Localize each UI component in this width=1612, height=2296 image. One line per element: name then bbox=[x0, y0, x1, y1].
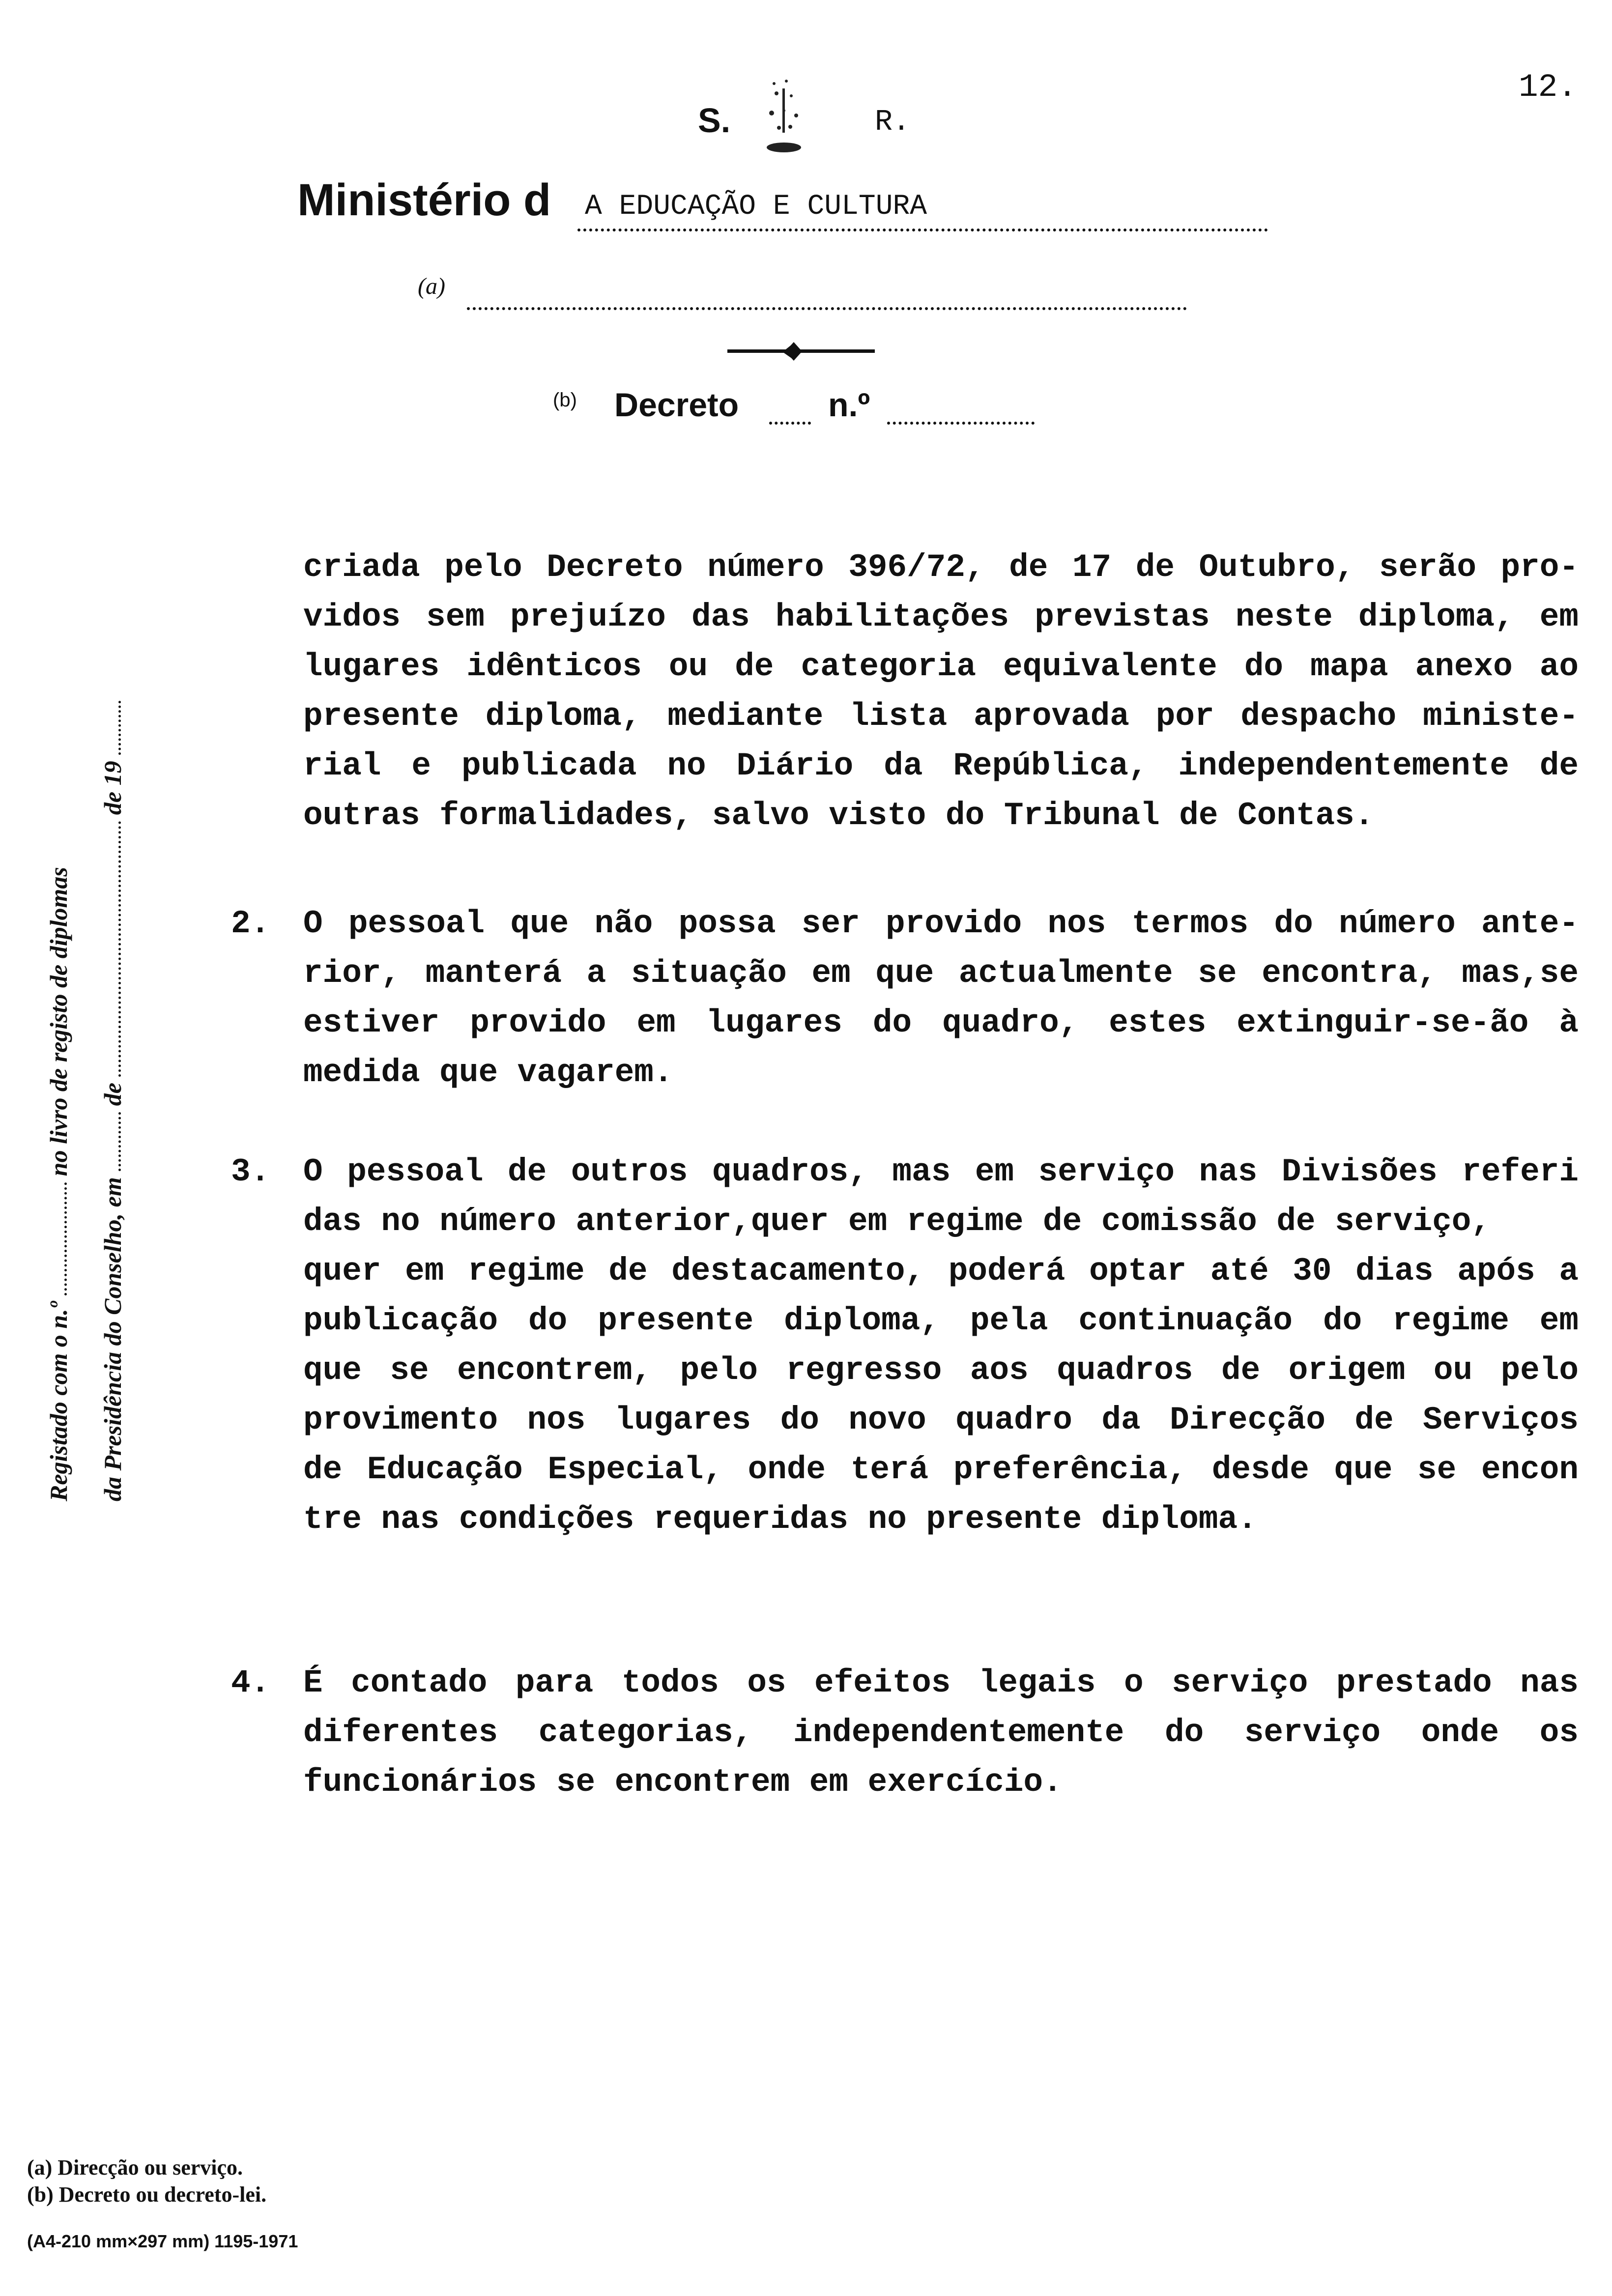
text-line: estiver provido em lugares do quadro, estes extinguir-se-ão à bbox=[303, 1004, 1579, 1041]
ministry-prefix: Ministério d bbox=[297, 175, 551, 225]
text-line: das no número anterior,quer em regime de comissão de serviço, bbox=[303, 1203, 1491, 1240]
registration-line-2 bbox=[98, 585, 127, 1501]
text-line: diferentes categorias, independentemente do serviço onde os bbox=[303, 1714, 1579, 1751]
registration-line-1 bbox=[44, 585, 73, 1501]
text-line: presente diploma, mediante lista aprovada por despacho ministe- bbox=[303, 698, 1579, 735]
coat-of-arms-seal-icon bbox=[747, 74, 821, 157]
footnote-a: (a) Direcção ou serviço. bbox=[27, 2155, 243, 2180]
text-line: provimento nos lugares do novo quadro da Direcção de Serviços bbox=[303, 1402, 1579, 1438]
item-number: 4. bbox=[231, 1665, 270, 1701]
registration-year-label: de 19 bbox=[99, 761, 126, 815]
text-line: tre nas condições requeridas no presente diploma. bbox=[303, 1501, 1257, 1538]
text-line: vidos sem prejuízo das habilitações previstas neste diploma, em bbox=[303, 599, 1579, 635]
text-line: que se encontrem, pelo regresso aos quadros de origem ou pelo bbox=[303, 1352, 1579, 1389]
text-line: O pessoal de outros quadros, mas em serviço nas Divisões referi bbox=[303, 1153, 1579, 1190]
decreto-label: Decreto bbox=[614, 386, 739, 424]
text-line: criada pelo Decreto número 396/72, de 17 de Outubro, serão pro- bbox=[303, 549, 1579, 586]
ornament-divider-icon bbox=[727, 339, 875, 364]
field-a-dotted-line bbox=[467, 307, 1187, 310]
ministry-dotted-line bbox=[577, 229, 1268, 231]
text-line: O pessoal que não possa ser provido nos termos do número ante- bbox=[303, 905, 1579, 942]
registration-presidency-label: da Presidência do Conselho, em bbox=[99, 1177, 126, 1501]
text-line: rial e publicada no Diário da República, independentemente de bbox=[303, 747, 1579, 784]
field-b-label: (b) bbox=[553, 389, 577, 411]
print-info: (A4-210 mm×297 mm) 1195-1971 bbox=[27, 2231, 298, 2251]
decreto-number-dotted-line bbox=[887, 422, 1035, 425]
text-line: outras formalidades, salvo visto do Tribunal de Contas. bbox=[303, 797, 1374, 834]
text-line: lugares idênticos ou de categoria equivalente do mapa anexo ao bbox=[303, 648, 1579, 685]
seal-left-letter: S. bbox=[698, 101, 731, 140]
registration-year-field[interactable] bbox=[114, 701, 121, 755]
decreto-type-dotted-line bbox=[769, 422, 811, 425]
item-number: 3. bbox=[231, 1153, 270, 1190]
registration-book-label: no livro de registo de diplomas bbox=[45, 867, 72, 1177]
page-number: 12. bbox=[1519, 69, 1577, 106]
registration-month-field[interactable] bbox=[114, 821, 121, 1077]
field-a-label: (a) bbox=[418, 273, 445, 299]
footnote-b: (b) Decreto ou decreto-lei. bbox=[27, 2182, 267, 2207]
numero-label: n.º bbox=[828, 386, 870, 424]
text-line: medida que vagarem. bbox=[303, 1054, 673, 1091]
text-line: de Educação Especial, onde terá preferência, desde que se encon bbox=[303, 1451, 1579, 1488]
text-line: rior, manterá a situação em que actualmente se encontra, mas,se bbox=[303, 955, 1579, 992]
seal-right-letter: R. bbox=[875, 106, 911, 139]
registration-number-field[interactable] bbox=[59, 1182, 67, 1295]
text-line: funcionários se encontrem em exercício. bbox=[303, 1764, 1063, 1801]
item-number: 2. bbox=[231, 905, 270, 942]
registration-label: Registado com o n.º bbox=[45, 1301, 72, 1501]
registration-day-field[interactable] bbox=[114, 1112, 121, 1171]
ministry-name: A EDUCAÇÃO E CULTURA bbox=[585, 191, 927, 223]
text-line: publicação do presente diploma, pela continuação do regime em bbox=[303, 1302, 1579, 1339]
text-line: É contado para todos os efeitos legais o serviço prestado nas bbox=[303, 1665, 1579, 1701]
registration-de-label: de bbox=[99, 1083, 126, 1106]
text-line: quer em regime de destacamento, poderá optar até 30 dias após a bbox=[303, 1253, 1579, 1290]
